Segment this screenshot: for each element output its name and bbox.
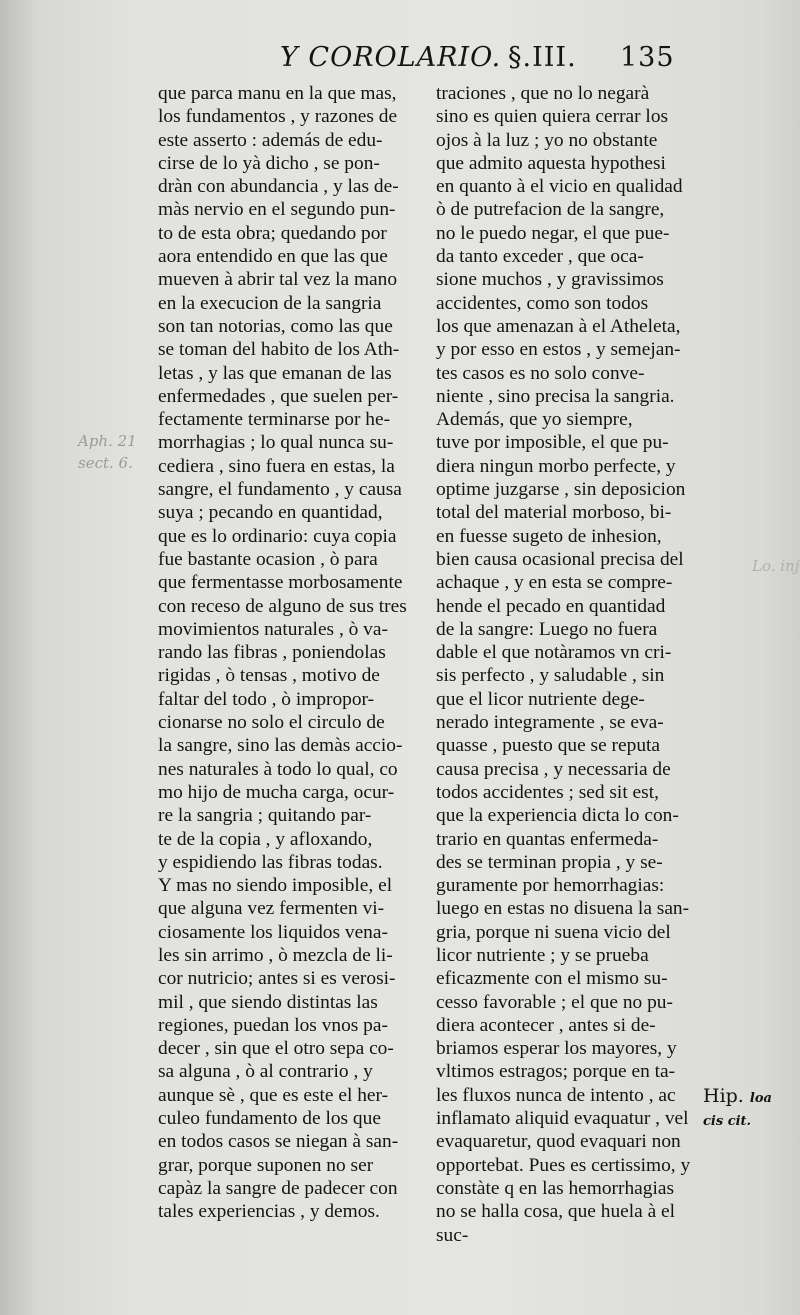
text-line: re la sangria ; quitando par- — [158, 805, 372, 827]
text-line: achaque , y en esta se compre- — [436, 572, 673, 594]
text-line: y espidiendo las fibras todas. — [158, 851, 383, 873]
left-text-column — [158, 82, 423, 1224]
text-line: fectamente terminarse por he- — [158, 409, 391, 431]
text-line: regiones, puedan los vnos pa- — [158, 1014, 388, 1036]
text-line: cediera , sino fuera en estas, la — [158, 455, 395, 477]
text-line: decer , sin que el otro sepa co- — [158, 1038, 394, 1060]
text-line: capàz la sangre de padecer con — [158, 1177, 398, 1199]
text-line: quasse , puesto que se reputa — [436, 735, 661, 757]
text-line: no se halla cosa, que huela à el — [436, 1201, 676, 1223]
text-line: morrhagias ; lo qual nunca su- — [158, 432, 394, 454]
text-line: sino es quien quiera cerrar los — [436, 106, 669, 128]
citation-ref: loa — [749, 1091, 772, 1106]
text-line: ò de putrefacion de la sangre, — [436, 199, 665, 221]
text-line: los fundamentos , y razones de — [158, 106, 398, 128]
left-margin-note — [78, 430, 148, 474]
text-line: to de esta obra; quedando por — [158, 222, 387, 244]
text-line: sione muchos , y gravissimos — [436, 269, 664, 291]
text-line: luego en estas no disuena la san- — [436, 898, 690, 920]
text-line: mueven à abrir tal vez la mano — [158, 269, 398, 291]
text-line: Además, que yo siempre, — [436, 409, 633, 431]
text-line: sa alguna , ò al contrario , y — [158, 1061, 373, 1083]
text-line: cionarse no solo el circulo de — [158, 712, 385, 734]
section-number: §.III. — [508, 42, 577, 73]
text-line: constàte q en las hemorrhagias — [436, 1177, 674, 1199]
text-line: trario en quantas enfermeda- — [436, 828, 659, 850]
text-line: bien causa ocasional precisa del — [436, 548, 684, 570]
running-header — [280, 42, 700, 82]
text-line: des se terminan propia , y se- — [436, 851, 663, 873]
text-line: en todos casos se niegan à san- — [158, 1131, 399, 1153]
text-line: vltimos estragos; porque en ta- — [436, 1061, 676, 1083]
text-line: en la execucion de la sangria — [158, 292, 382, 314]
text-line: que alguna vez fermenten vi- — [158, 898, 385, 920]
margin-note-line: Lo. inj — [752, 557, 800, 575]
text-line: nerado integramente , se eva- — [436, 712, 664, 734]
text-line: se toman del habito de los Ath- — [158, 339, 400, 361]
text-line: aora entendido en que las que — [158, 246, 388, 268]
text-line: tuve por imposible, el que pu- — [436, 432, 669, 454]
margin-note-line: sect. 6. — [78, 454, 133, 472]
text-line: tes casos es no solo conve- — [436, 362, 645, 384]
text-line: tales experiencias , y demos. — [158, 1201, 380, 1223]
running-title: Y COROLARIO. — [280, 42, 502, 73]
text-line: culeo fundamento de los que — [158, 1108, 381, 1130]
text-line: fue bastante ocasion , ò para — [158, 548, 378, 570]
text-line: ojos à la luz ; yo no obstante — [436, 129, 658, 151]
text-line: optime juzgarse , sin deposicion — [436, 479, 686, 501]
text-line: causa precisa , y necessaria de — [436, 758, 671, 780]
text-line: en quanto à el vicio en qualidad — [436, 176, 683, 198]
text-line: nes naturales à todo lo qual, co — [158, 758, 398, 780]
text-line: briamos esperar los mayores, y — [436, 1038, 677, 1060]
page-number: 135 — [620, 42, 675, 73]
text-line: hende el pecado en quantidad — [436, 595, 666, 617]
text-line: grar, porque suponen no ser — [158, 1154, 374, 1176]
text-line: ciosamente los liquidos vena- — [158, 921, 388, 943]
text-line: de la sangre: Luego no fuera — [436, 618, 658, 640]
text-line: dable el que notàramos vn cri- — [436, 642, 672, 664]
text-line: Y mas no siendo imposible, el — [158, 875, 393, 897]
text-line: todos accidentes ; sed sit est, — [436, 781, 659, 803]
text-line: los que amenazan à el Atheleta, — [436, 315, 681, 337]
text-line: que es lo ordinario: cuya copia — [158, 525, 397, 547]
text-line: suc- — [436, 1224, 469, 1246]
text-line: eficazmente con el mismo su- — [436, 968, 668, 990]
text-line: cesso favorable ; el que no pu- — [436, 991, 673, 1013]
citation-author: Hip. — [703, 1085, 744, 1107]
text-line: que fermentasse morbosamente — [158, 572, 403, 594]
text-line: que admito aquesta hypothesi — [436, 152, 666, 174]
text-line: mil , que siendo distintas las — [158, 991, 378, 1013]
text-line: este asserto : además de edu- — [158, 129, 383, 151]
text-line: cirse de lo yà dicho , se pon- — [158, 152, 380, 174]
text-line: evaquaretur, quod evaquari non — [436, 1131, 681, 1153]
text-line: dràn con abundancia , y las de- — [158, 176, 399, 198]
text-line: diera acontecer , antes si de- — [436, 1014, 656, 1036]
text-line: movimientos naturales , ò va- — [158, 618, 388, 640]
text-line: licor nutriente ; y se prueba — [436, 944, 649, 966]
text-line: traciones , que no lo negarà — [436, 83, 650, 104]
text-line: aunque sè , que es este el her- — [158, 1084, 389, 1106]
text-line: màs nervio en el segundo pun- — [158, 199, 396, 221]
text-line: que parca manu en la que mas, — [158, 83, 397, 104]
text-line: guramente por hemorrhagias: — [436, 875, 665, 897]
text-line: accidentes, como son todos — [436, 292, 649, 314]
text-line: diera ningun morbo perfecte, y — [436, 455, 676, 477]
right-margin-citation — [703, 1085, 798, 1133]
text-line: niente , sino precisa la sangria. — [436, 385, 675, 407]
citation-ref-cont: cis cit. — [703, 1114, 752, 1129]
text-line: letas , y las que emanan de las — [158, 362, 392, 384]
text-line: rigidas , ò tensas , motivo de — [158, 665, 380, 687]
text-line: rando las fibras , poniendolas — [158, 642, 386, 664]
text-line: gria, porque ni suena vicio del — [436, 921, 671, 943]
text-line: con receso de alguno de sus tres — [158, 595, 407, 617]
text-line: enfermedades , que suelen per- — [158, 385, 399, 407]
text-line: faltar del todo , ò impropor- — [158, 688, 375, 710]
text-line: que la experiencia dicta lo con- — [436, 805, 679, 827]
text-line: son tan notorias, como las que — [158, 315, 393, 337]
text-line: que el licor nutriente dege- — [436, 688, 645, 710]
text-line: cor nutricio; antes si es verosi- — [158, 968, 396, 990]
text-line: les fluxos nunca de intento , ac — [436, 1084, 676, 1106]
text-line: opportebat. Pues es certissimo, y — [436, 1154, 691, 1176]
text-line: sis perfecto , y saludable , sin — [436, 665, 665, 687]
text-line: no le puedo negar, el que pue- — [436, 222, 670, 244]
text-line: sangre, el fundamento , y causa — [158, 479, 402, 501]
margin-note-line: Aph. 21 — [78, 432, 137, 450]
text-line: da tanto exceder , que oca- — [436, 246, 644, 268]
text-line: les sin arrimo , ò mezcla de li- — [158, 944, 393, 966]
right-text-column — [436, 82, 701, 1247]
text-line: total del material morboso, bi- — [436, 502, 672, 524]
text-line: la sangre, sino las demàs accio- — [158, 735, 403, 757]
text-line: te de la copia , y afloxando, — [158, 828, 373, 850]
text-line: suya ; pecando en quantidad, — [158, 502, 383, 524]
text-line: y por esso en estos , y semejan- — [436, 339, 681, 361]
text-line: en fuesse sugeto de inhesion, — [436, 525, 662, 547]
right-margin-bleed-note — [752, 555, 800, 577]
text-line: mo hijo de mucha carga, ocur- — [158, 781, 395, 803]
text-line: inflamato aliquid evaquatur , vel — [436, 1108, 689, 1130]
